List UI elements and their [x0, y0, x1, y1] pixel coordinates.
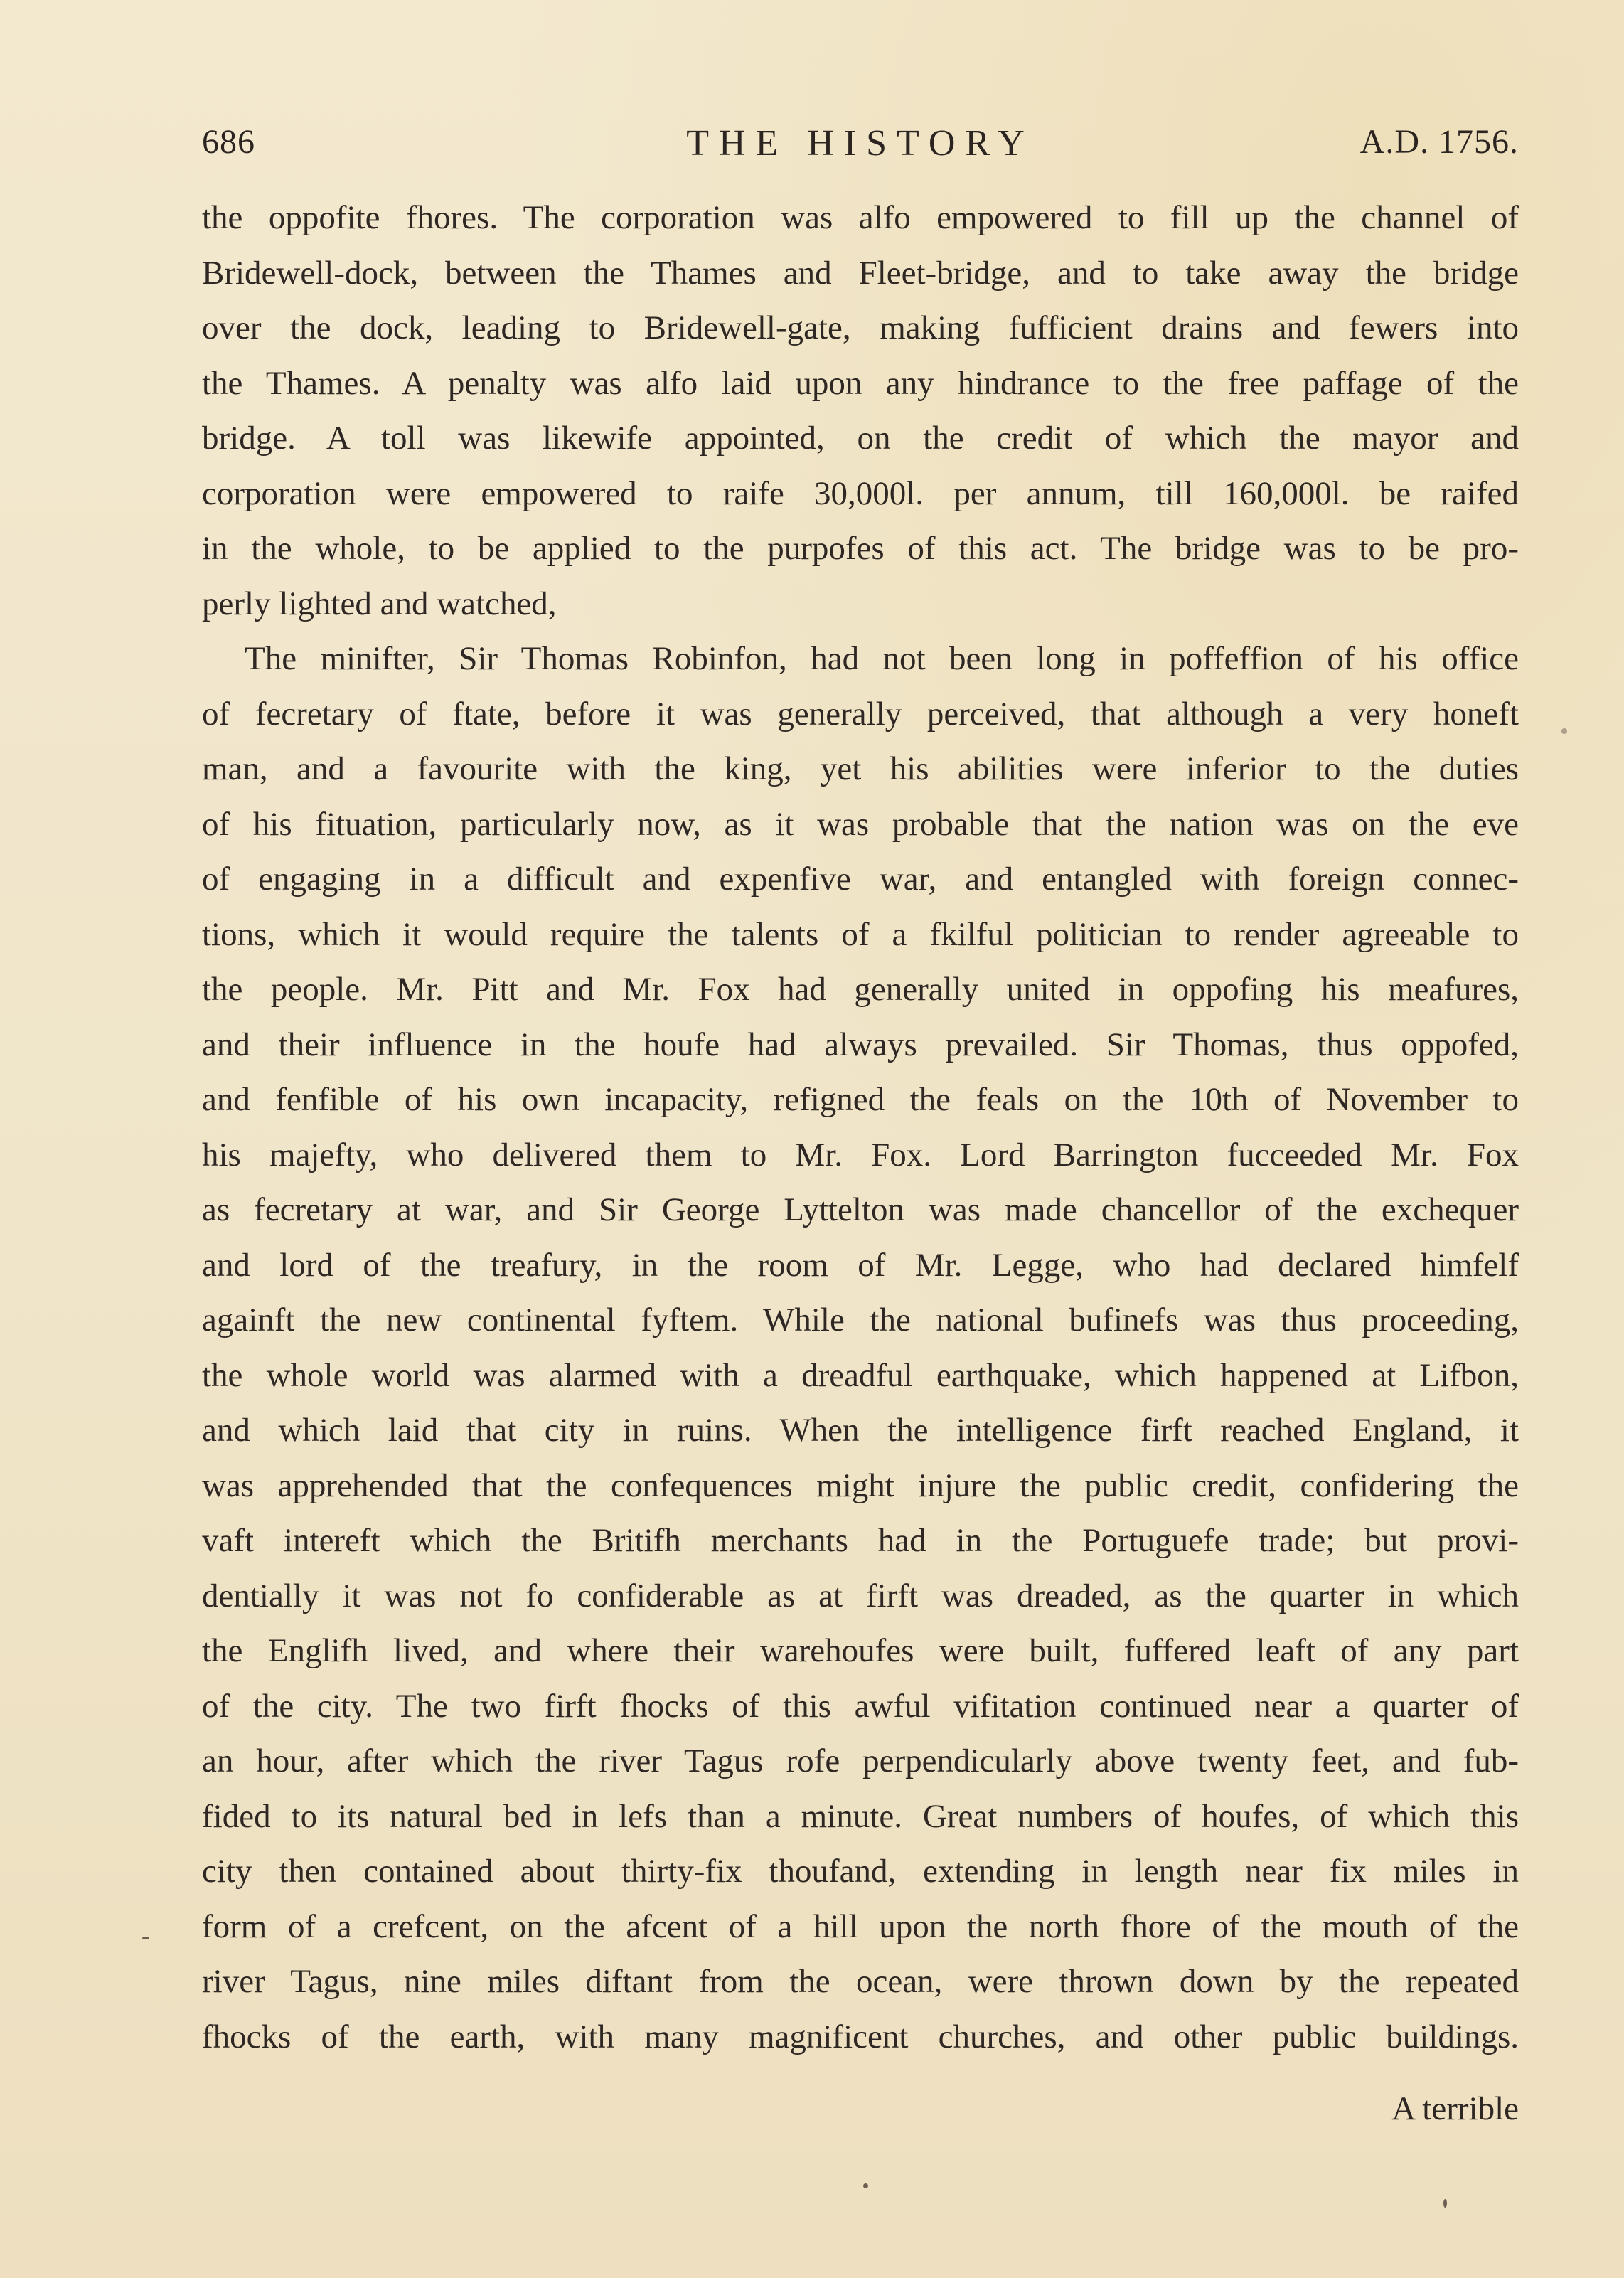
- paper-speck: [1561, 728, 1567, 734]
- text-line: of fecretary of ftate, before it was generally perceived, that although a very honeft: [202, 695, 1519, 733]
- text-line: and lord of the treafury, in the room of Mr. Legge, who had declared himfelf: [202, 1246, 1519, 1284]
- paper-speck: [1443, 2199, 1447, 2208]
- text-line: and which laid that city in ruins. When the intelligence firft reached England, it: [202, 1412, 1519, 1449]
- text-line: vaft intereft which the Britifh merchants had in the Portuguefe trade; but provi-: [202, 1522, 1519, 1559]
- text-line: perly lighted and watched,: [202, 585, 557, 622]
- paragraph-1: [202, 191, 1519, 632]
- text-line: as fecretary at war, and Sir George Lyttelton was made chancellor of the exchequer: [202, 1191, 1519, 1228]
- text-line: corporation were empowered to raife 30,000l. per annum, till 160,000l. be raifed: [202, 474, 1519, 512]
- text-line: tions, which it would require the talents of a fkilful politician to render agreeable to: [202, 915, 1519, 953]
- running-date: A.D. 1756.: [1359, 123, 1519, 161]
- text-line: of engaging in a difficult and expenfive war, and entangled with foreign connec-: [202, 861, 1519, 898]
- text-line: the Thames. A penalty was alfo laid upon any hindrance to the free paffage of the: [202, 364, 1519, 402]
- text-line: was apprehended that the confequences might injure the public credit, confidering the: [202, 1467, 1519, 1504]
- text-line: againft the new continental fyftem. While the national bufinefs was thus proceeding,: [202, 1302, 1519, 1338]
- page-number: 686: [202, 123, 255, 161]
- body-text: [202, 191, 1519, 2065]
- text-line: the people. Mr. Pitt and Mr. Fox had generally united in oppofing his meafures,: [202, 971, 1519, 1008]
- catchword: A terrible: [1391, 2090, 1519, 2127]
- paper-speck: [863, 2183, 868, 2188]
- running-title: THE HISTORY: [686, 123, 1035, 164]
- text-line: of his fituation, particularly now, as it was probable that the nation was on the eve: [202, 805, 1519, 843]
- text-line: fided to its natural bed in lefs than a minute. Great numbers of houfes, of which this: [202, 1797, 1519, 1835]
- text-line: the whole world was alarmed with a dreadful earthquake, which happened at Lifbon,: [202, 1356, 1519, 1394]
- text-line: city then contained about thirty-fix thoufand, extending in length near fix miles in: [202, 1853, 1519, 1890]
- text-line: man, and a favourite with the king, yet his abilities were inferior to the duties: [202, 750, 1519, 787]
- text-line: bridge. A toll was likewife appointed, on the credit of which the mayor and: [202, 420, 1519, 457]
- paper-speck: [142, 1937, 149, 1939]
- text-line: of the city. The two firft fhocks of this awful vifitation continued near a quarter of: [202, 1687, 1519, 1725]
- text-line: river Tagus, nine miles diftant from the ocean, were thrown down by the repeated: [202, 1963, 1519, 2000]
- text-line: form of a crefcent, on the afcent of a hill upon the north fhore of the mouth of the: [202, 1907, 1519, 1945]
- text-line: an hour, after which the river Tagus rofe perpendicularly above twenty feet, and fub-: [202, 1742, 1519, 1779]
- text-line: his majefty, who delivered them to Mr. Fox. Lord Barrington fucceeded Mr. Fox: [202, 1136, 1519, 1173]
- text-line: fhocks of the earth, with many magnificent churches, and other public buildings.: [202, 2018, 1519, 2055]
- page-header: [202, 122, 1519, 172]
- text-line: over the dock, leading to Bridewell-gate, making fufficient drains and fewers into: [202, 309, 1519, 346]
- paragraph-2: [202, 632, 1519, 2065]
- text-line: and fenfible of his own incapacity, refigned the feals on the 10th of November to: [202, 1081, 1519, 1118]
- text-line: and their influence in the houfe had always prevailed. Sir Thomas, thus oppofed,: [202, 1026, 1519, 1063]
- text-line: dentially it was not fo confiderable as at firft was dreaded, as the quarter in which: [202, 1577, 1519, 1614]
- text-line: Bridewell-dock, between the Thames and Fleet-bridge, and to take away the bridge: [202, 254, 1519, 292]
- text-line: the Englifh lived, and where their warehoufes were built, fuffered leaft of any part: [202, 1632, 1519, 1669]
- text-line: The minifter, Sir Thomas Robinfon, had not been long in poffeffion of his office: [245, 640, 1519, 677]
- text-line: the oppofite fhores. The corporation was alfo empowered to fill up the channel of: [202, 199, 1519, 236]
- text-line: in the whole, to be applied to the purpofes of this act. The bridge was to be pro-: [202, 530, 1519, 567]
